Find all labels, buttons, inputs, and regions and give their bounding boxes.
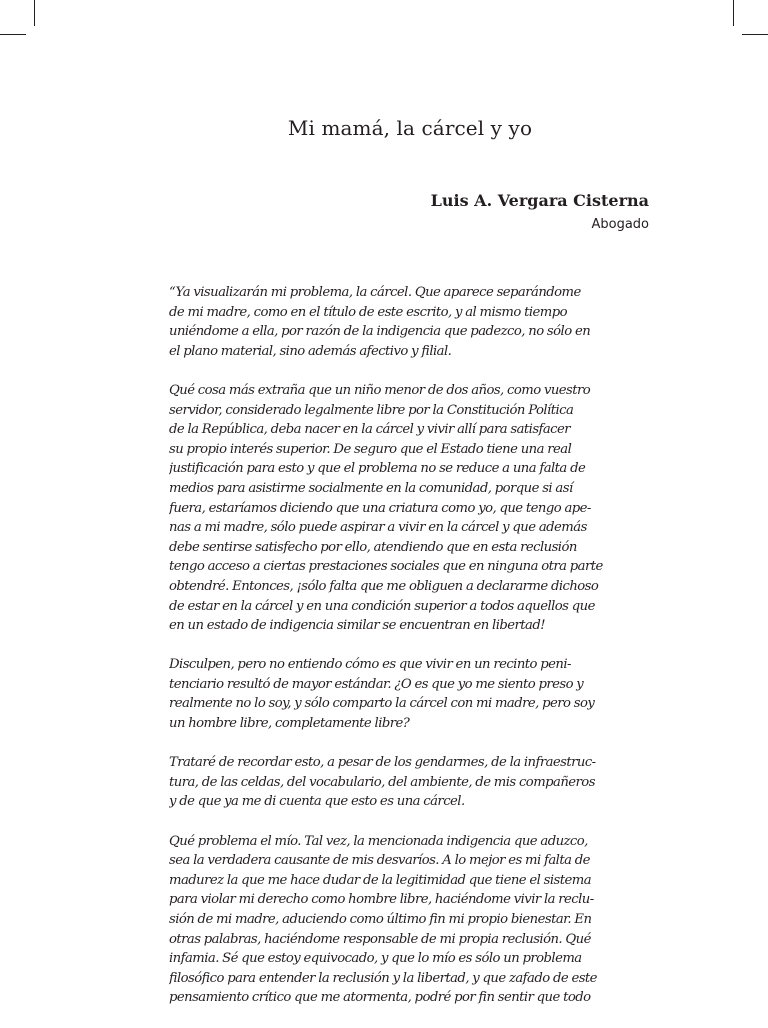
- text-line: justificación para esto y que el problema no se reduce a una falta de: [169, 461, 586, 477]
- text-line: nas a mi madre, sólo puede aspirar a vivir en la cárcel y que además: [169, 520, 587, 536]
- page-title: Mi mamá, la cárcel y yo: [287, 116, 533, 140]
- text-line: un hombre libre, completamente libre?: [169, 716, 410, 732]
- text-line: tengo acceso a ciertas prestaciones sociales que en ninguna otra parte: [169, 559, 603, 575]
- author-name: Luis A. Vergara Cisterna: [430, 191, 649, 210]
- text-line: realmente no lo soy, y sólo comparto la cárcel con mi madre, pero soy: [169, 696, 595, 712]
- text-line: tenciario resultó de mayor estándar. ¿O es que yo me siento preso y: [169, 676, 584, 692]
- paragraph-1: [169, 283, 619, 361]
- crop-mark-top-right-horizontal: [742, 34, 768, 35]
- paragraph-5: [169, 832, 619, 1008]
- text-line: otras palabras, haciéndome responsable de mi propia reclusión. Qué: [169, 931, 591, 947]
- article-body: [169, 283, 619, 1028]
- text-line: filosófico para entender la reclusión y la libertad, y que zafado de este: [169, 970, 597, 986]
- text-line: Disculpen, pero no entiendo cómo es que vivir en un recinto peni-: [169, 657, 571, 673]
- text-line: pensamiento crítico que me atormenta, podré por fin sentir que todo: [169, 990, 591, 1006]
- crop-mark-top-left-vertical: [34, 0, 35, 26]
- text-line: debe sentirse satisfecho por ello, atendiendo que en esta reclusión: [169, 539, 577, 555]
- text-line: de estar en la cárcel y en una condición superior a todos aquellos que: [169, 598, 595, 614]
- text-line: “Ya visualizarán mi problema, la cárcel. Que aparece separándome: [169, 285, 581, 300]
- text-line: Qué cosa más extraña que un niño menor de dos años, como vuestro: [169, 382, 591, 398]
- crop-mark-top-left-horizontal: [0, 34, 26, 35]
- paragraph-4: [169, 753, 619, 812]
- paragraph-3: [169, 655, 619, 733]
- text-line: sea la verdadera causante de mis desvaríos. A lo mejor es mi falta de: [169, 853, 590, 869]
- text-line: de mi madre, como en el título de este escrito, y al mismo tiempo: [169, 304, 567, 320]
- text-line: para violar mi derecho como hombre libre, haciéndome vivir la reclu-: [169, 892, 594, 908]
- author-role: Abogado: [591, 217, 649, 232]
- text-line: uniéndome a ella, por razón de la indigencia que padezco, no sólo en: [169, 324, 591, 340]
- text-line: obtendré. Entonces, ¡sólo falta que me obliguen a declararme dichoso: [169, 578, 599, 594]
- text-line: infamia. Sé que estoy equivocado, y que lo mío es sólo un problema: [169, 951, 582, 967]
- text-line: su propio interés superior. De seguro que el Estado tiene una real: [169, 441, 572, 457]
- text-line: fuera, estaríamos diciendo que una criatura como yo, que tengo ape-: [169, 500, 591, 516]
- text-line: Trataré de recordar esto, a pesar de los gendarmes, de la infraestruc-: [169, 755, 596, 771]
- text-line: servidor, considerado legalmente libre por la Constitución Política: [169, 402, 574, 418]
- text-line: Qué problema el mío. Tal vez, la mencionada indigencia que aduzco,: [169, 833, 588, 849]
- text-line: tura, de las celdas, del vocabulario, del ambiente, de mis compañeros: [169, 774, 595, 790]
- text-line: sión de mi madre, aduciendo como último fin mi propio bienestar. En: [169, 912, 592, 927]
- text-line: en un estado de indigencia similar se encuentran en libertad!: [169, 618, 545, 634]
- text-line: y de que ya me di cuenta que esto es una cárcel.: [169, 794, 465, 810]
- text-line: madurez la que me hace dudar de la legitimidad que tiene el sistema: [169, 872, 592, 888]
- text-line: el plano material, sino además afectivo y filial.: [169, 343, 452, 359]
- text-line: de la República, deba nacer en la cárcel y vivir allí para satisfacer: [169, 422, 571, 438]
- text-line: medios para asistirme socialmente en la comunidad, porque si así: [169, 480, 573, 496]
- paragraph-2: [169, 381, 619, 636]
- crop-mark-top-right-vertical: [733, 0, 734, 26]
